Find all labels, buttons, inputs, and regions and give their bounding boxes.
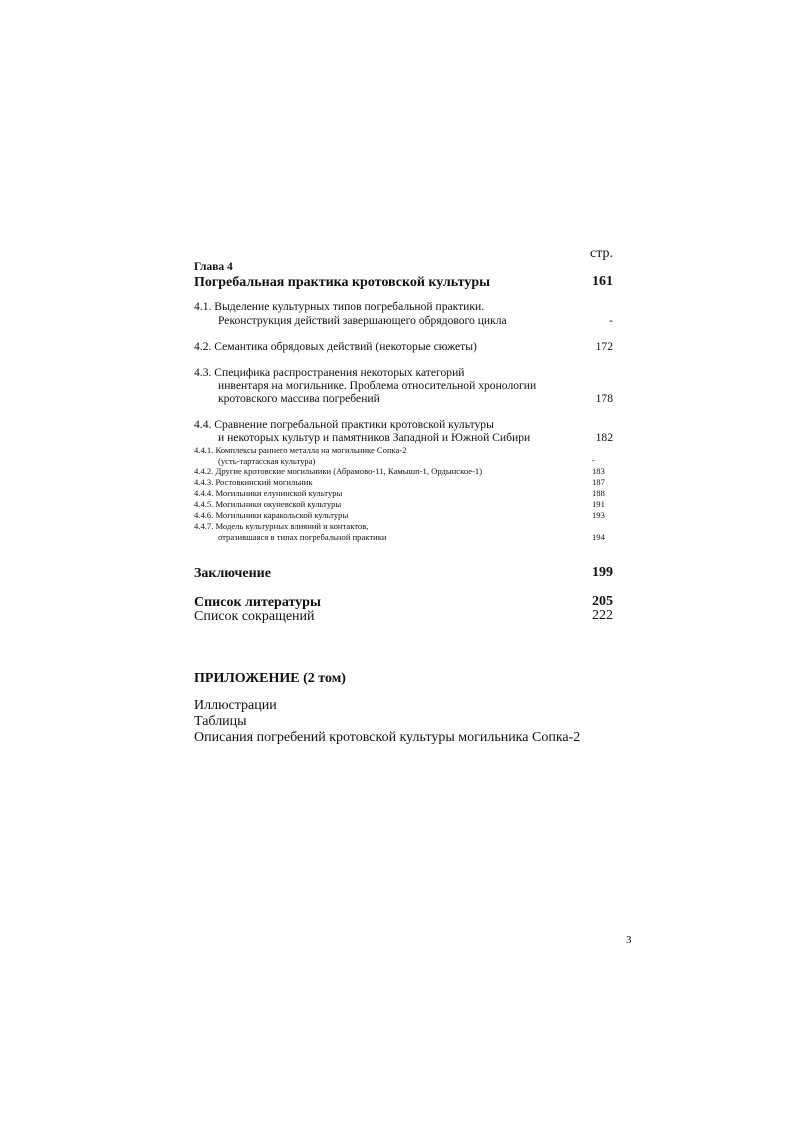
page-column-label: стр. — [589, 246, 613, 261]
section-4-1-page: - — [609, 314, 613, 327]
page-number: 3 — [626, 934, 632, 946]
section-4-3-line2: инвентаря на могильнике. Проблема относительной хронологии — [218, 379, 537, 392]
section-4-4-4-page: 188 — [592, 488, 605, 498]
section-4-4-7-line1: 4.4.7. Модель культурных влияний и контактов, — [194, 521, 369, 531]
section-4-2-page: 172 — [595, 340, 613, 353]
section-4-4-5-line1: 4.4.5. Могильники окуневской культуры — [194, 499, 342, 509]
conclusion-page: 199 — [592, 565, 613, 580]
appendix-item-descriptions: Описания погребений кротовской культуры могильника Сопка-2 — [194, 730, 581, 745]
section-4-4-1-line2: (усть-тартасская культура) — [218, 456, 316, 466]
section-4-4-3-line1: 4.4.3. Ростовкинский могильник — [194, 477, 313, 487]
section-4-4-page: 182 — [595, 431, 613, 444]
section-4-4-line2: и некоторых культур и памятников Западной и Южной Сибири — [218, 431, 531, 444]
section-4-4-7-page: 194 — [592, 532, 605, 542]
section-4-4-1-line1: 4.4.1. Комплексы раннего металла на могильнике Сопка-2 — [194, 445, 407, 455]
section-4-4-line1: 4.4. Сравнение погребальной практики кротовской культуры — [194, 418, 494, 431]
section-4-4-4-line1: 4.4.4. Могильники елунинской культуры — [194, 488, 343, 498]
abbreviations-title: Список сокращений — [194, 609, 315, 624]
section-4-3-page: 178 — [595, 392, 613, 405]
section-4-1-line2: Реконструкция действий завершающего обрядового цикла — [218, 314, 507, 327]
section-4-4-1-page: - — [592, 455, 595, 465]
section-4-4-6-line1: 4.4.6. Могильники каракольской культуры — [194, 510, 349, 520]
appendix-item-illustrations: Иллюстрации — [194, 698, 277, 713]
literature-title: Список литературы — [194, 595, 321, 610]
chapter-page: 161 — [592, 274, 613, 289]
conclusion-title: Заключение — [194, 566, 271, 581]
chapter-label: Глава 4 — [194, 261, 233, 273]
section-4-4-6-page: 193 — [592, 510, 605, 520]
appendix-title: ПРИЛОЖЕНИЕ (2 том) — [194, 671, 346, 686]
abbreviations-page: 222 — [592, 608, 613, 623]
section-4-4-2-line1: 4.4.2. Другие кротовские могильники (Абрамово-11, Камышп-1, Ордынское-1) — [194, 466, 483, 476]
section-4-2-line1: 4.2. Семантика обрядовых действий (некоторые сюжеты) — [194, 340, 477, 353]
section-4-4-5-page: 191 — [592, 499, 605, 509]
section-4-4-7-line2: отразившаяся в типах погребальной практики — [218, 532, 387, 542]
section-4-3-line1: 4.3. Специфика распространения некоторых категорий — [194, 366, 465, 379]
chapter-title: Погребальная практика кротовской культуры — [194, 275, 491, 290]
section-4-3-line3: кротовского массива погребений — [218, 392, 380, 405]
appendix-item-tables: Таблицы — [194, 714, 247, 729]
section-4-4-3-page: 187 — [592, 477, 605, 487]
section-4-1-line1: 4.1. Выделение культурных типов погребальной практики. — [194, 300, 485, 313]
section-4-4-2-page: 183 — [592, 466, 605, 476]
literature-page: 205 — [592, 594, 613, 609]
